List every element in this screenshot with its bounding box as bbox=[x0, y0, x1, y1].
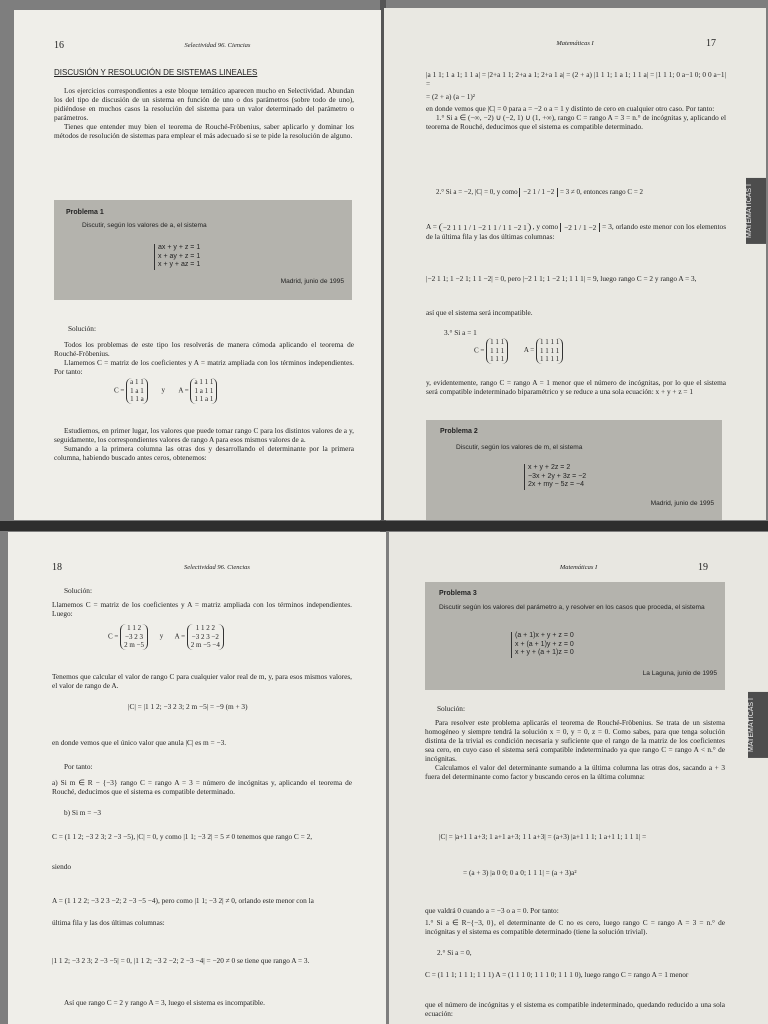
problem-box bbox=[426, 420, 722, 520]
page-number: 16 bbox=[54, 40, 64, 51]
solution-text bbox=[425, 718, 725, 781]
roots-text: que valdrá 0 cuando a = −3 o a = 0. Por tanto: bbox=[425, 906, 559, 915]
solution-intro: Llamemos C = matriz de los coeficientes y A = matriz ampliada con los términos independientes. Luego: bbox=[52, 600, 352, 618]
therefore-label: Por tanto: bbox=[64, 762, 93, 771]
page-16 bbox=[14, 10, 381, 520]
page-number: 17 bbox=[706, 38, 716, 49]
augmented-matrix bbox=[187, 624, 224, 650]
zero-value-text: en donde vemos que el único valor que anula |C| es m = −3. bbox=[52, 738, 227, 747]
matrix-label: A = bbox=[174, 632, 186, 641]
spread-divider bbox=[0, 521, 768, 531]
coefficient-matrix bbox=[486, 338, 508, 364]
equation: x + y + 2z = 2 bbox=[528, 464, 571, 471]
rank-text: Tenemos que calcular el valor de rango C para cualquier valor real de m, y, para esos mismos valores, el valor de rango de A. bbox=[52, 672, 352, 690]
minor-determinant: −2 1 / 1 −2 bbox=[560, 223, 600, 232]
matrix-label: A = bbox=[178, 386, 189, 395]
solution-paragraph: Llamemos C = matriz de los coeficientes y A = matriz ampliada con los términos independientes. Por tanto: bbox=[54, 358, 354, 376]
equation: x + y + (a + 1)z = 0 bbox=[515, 649, 574, 656]
case-2-line bbox=[436, 188, 643, 197]
problem-source: Madrid, junio de 1995 bbox=[650, 500, 714, 507]
running-head: Selectividad 96. Ciencias bbox=[184, 564, 250, 571]
equation: (a + 1)x + y + z = 0 bbox=[515, 632, 574, 639]
running-head: Matemáticas I bbox=[556, 40, 594, 47]
siendo-label: siendo bbox=[52, 862, 72, 871]
matrix-row: 1 a 1 bbox=[130, 386, 144, 395]
solution-text-2 bbox=[54, 426, 354, 462]
case-b-matrix: C = (1 1 2; −3 2 3; 2 −3 −5), |C| = 0, y como |1 1; −3 2| = 5 ≠ 0 tenemos que rango C = 2, bbox=[52, 832, 313, 841]
text: , y como bbox=[532, 222, 559, 231]
equation-system bbox=[511, 632, 574, 658]
case-2-label: 2.° Si a = 0, bbox=[437, 948, 472, 957]
equation: −3x + 2y + 3z = −2 bbox=[528, 472, 587, 480]
solution-paragraph: Todos los problemas de este tipo los resolverás de manera cómoda aplicando el teorema de Rouché-Fröbenius. bbox=[54, 340, 354, 358]
section-title: DISCUSIÓN Y RESOLUCIÓN DE SISTEMAS LINEALES bbox=[54, 68, 258, 77]
equation: x + ay + z = 1 bbox=[158, 252, 201, 260]
matrix-row: 2 m −5 −4 bbox=[190, 641, 220, 649]
problem-statement: Discutir según los valores del parámetro a, y resolver en los casos que proceda, el sistema bbox=[439, 604, 705, 611]
page-number: 19 bbox=[698, 562, 708, 573]
case-a: a) Si m ∈ R − {−3} rango C = rango A = 3 = número de incógnitas y, aplicando el teorema de Rouché, deducimos que el sistema es compatible determinado. bbox=[52, 778, 352, 796]
augmented-matrix bbox=[190, 378, 217, 404]
case-3-text: y, evidentemente, rango C = rango A = 1 menor que el número de incógnitas, por lo que el sistema será compatible indeterminado biparamétrico y se reduce a una sola ecuación: x + y + z = 1 bbox=[426, 378, 726, 396]
problem-title: Problema 1 bbox=[66, 209, 104, 216]
text: = 3 ≠ 0, entonces rango C = 2 bbox=[559, 188, 644, 196]
matrix-definitions bbox=[108, 624, 224, 650]
augmented-case-b: A = (1 1 2 2; −3 2 3 −2; 2 −3 −5 −4), pero como |1 1; −3 2| ≠ 0, orlando este menor con la bbox=[52, 896, 314, 905]
matrix-label: C = bbox=[474, 346, 485, 355]
matrix-row: −3 2 3 bbox=[125, 632, 144, 641]
case-2-conclusion: que el número de incógnitas y el sistema es compatible indeterminado, quedando reducido a una sola ecuación: bbox=[425, 1000, 725, 1018]
problem-source: La Laguna, junio de 1995 bbox=[642, 670, 717, 677]
solution-label: Solución: bbox=[68, 324, 96, 333]
matrix-row: −3 2 3 −2 bbox=[191, 632, 219, 641]
matrix-row: 1 a 1 1 bbox=[194, 386, 214, 395]
matrix-row: 1 1 1 1 bbox=[540, 355, 560, 363]
intro-paragraph: Los ejercicios correspondientes a este bloque temático aparecen mucho en Selectividad. Abundan los del tipo de discusión de un sistema en función de uno o dos parámetros (sobre todo de uno), pidiéndose en muchos casos la resolución del sistema para un valor determinado del parámetro o parámetros. bbox=[54, 86, 354, 122]
problem-title: Problema 3 bbox=[439, 590, 477, 597]
text: 2.° Si a = −2, |C| = 0, y como bbox=[436, 188, 518, 196]
matrix-row: a 1 1 1 bbox=[194, 378, 214, 386]
conjunction: y bbox=[159, 632, 164, 641]
solution-paragraph: Calculamos el valor del determinante sumando a la última columna las otras dos, sacando a + 3 fuera del determinante como factor y buscando ceros en la última columna: bbox=[425, 763, 725, 781]
running-head: Matemáticas I bbox=[559, 564, 598, 571]
case-1: 1.° Si a ∈ R−{−3, 0}, el determinante de C no es cero, luego rango C = rango A = 3 = n.° de incógnitas y el sistema es compatible determinado (tiene la solución trivial). bbox=[425, 918, 725, 936]
text-paragraph: en donde vemos que |C| = 0 para a = −2 o a = 1 y distinto de cero en cualquier otro caso. Por tanto: bbox=[426, 104, 715, 113]
case-b: b) Si m = −3 bbox=[64, 808, 102, 817]
matrix-row: 2 m −5 bbox=[124, 641, 145, 649]
matrix-definitions bbox=[114, 378, 217, 404]
solution-text bbox=[54, 340, 354, 376]
conjunction: y bbox=[161, 386, 165, 395]
matrix-label: A = bbox=[523, 346, 535, 355]
equation: x + y + az = 1 bbox=[158, 261, 201, 268]
intro-paragraph-2: Tienes que entender muy bien el teorema de Rouché-Fröbenius, saber aplicarlo y dominar los métodos de resolución de sistemas para emplear el más adecuado si se te pide la resolución de alguno. bbox=[54, 122, 354, 140]
section-tab: MATEMÁTICAS I bbox=[746, 178, 766, 244]
matrix-label: A = bbox=[426, 222, 437, 231]
determinant-step-2: = (a + 3) |a 0 0; 0 a 0; 1 1 1| = (a + 3)a² bbox=[463, 868, 577, 877]
problem-title: Problema 2 bbox=[440, 428, 478, 435]
augmented-matrix bbox=[536, 338, 563, 364]
equation: 2x + my − 5z = −4 bbox=[528, 481, 585, 488]
bordered-minors: |−2 1 1; 1 −2 1; 1 1 −2| = 0, pero |−2 1 1; 1 −2 1; 1 1 1| = 9, luego rango C = 2 y rango A = 3, bbox=[426, 274, 697, 283]
matrix-row: 1 1 1 1 bbox=[540, 346, 560, 355]
page-18 bbox=[8, 532, 386, 1024]
section-tab: MATEMÁTICAS I bbox=[748, 692, 768, 758]
conclusion: así que el sistema será incompatible. bbox=[426, 308, 533, 317]
coefficient-matrix bbox=[126, 378, 148, 404]
case-2-matrices: C = (1 1 1; 1 1 1; 1 1 1) A = (1 1 1 0; 1 1 1 0; 1 1 1 0), luego rango C = rango A = 1 menor bbox=[425, 970, 689, 979]
augmented-matrix: −2 1 1 1 / 1 −2 1 1 / 1 1 −2 1 bbox=[439, 223, 531, 232]
matrix-row: 1 1 2 2 bbox=[195, 624, 215, 632]
p17-text bbox=[426, 104, 726, 131]
page-number: 18 bbox=[52, 562, 62, 573]
page-19 bbox=[389, 532, 768, 1024]
determinant-step-1: |C| = |a+1 1 a+3; 1 a+1 a+3; 1 1 a+3| = (a+3) |a+1 1 1; 1 a+1 1; 1 1 1| = bbox=[439, 832, 647, 841]
determinant-C: |C| = |1 1 2; −3 2 3; 2 m −5| = −9 (m + 3) bbox=[128, 702, 248, 711]
incompatible-conclusion: Así que rango C = 2 y rango A = 3, luego el sistema es incompatible. bbox=[64, 998, 265, 1007]
text: = 3, orlando este menor con los elementos de la última fila y las dos últimas columnas: bbox=[426, 222, 727, 241]
bordering-text: última fila y las dos últimas columnas: bbox=[52, 918, 165, 927]
solution-paragraph: Sumando a la primera columna las otras dos y desarrollando el determinante por la primera columna, habiendo buscado antes ceros, obtenemos: bbox=[54, 444, 354, 462]
solution-label: Solución: bbox=[64, 586, 92, 595]
problem-box bbox=[54, 200, 352, 300]
problem-source: Madrid, junio de 1995 bbox=[280, 278, 344, 285]
case-2-matrix bbox=[426, 222, 726, 241]
matrix-row: 1 1 a 1 bbox=[194, 395, 214, 403]
matrix-row: 1 1 1 bbox=[490, 355, 505, 363]
equation-system bbox=[524, 464, 586, 490]
minor-determinant: −2 1 / 1 −2 bbox=[519, 188, 558, 197]
solution-paragraph: Estudiemos, en primer lugar, los valores que puede tomar rango C para los distintos valores de a y, seguidamente, los correspondientes valores de rango A para esos mismos valores de a. bbox=[54, 426, 354, 444]
solution-label: Solución: bbox=[437, 704, 465, 713]
equation: ax + y + z = 1 bbox=[158, 244, 201, 251]
equation: x + (a + 1)y + z = 0 bbox=[515, 640, 574, 648]
matrix-row: a 1 1 bbox=[130, 378, 144, 386]
running-head: Selectividad 96. Ciencias bbox=[184, 42, 251, 49]
intro-text bbox=[54, 86, 354, 140]
solution-paragraph: Para resolver este problema aplicarás el teorema de Rouché-Fröbenius. Se trata de un sistema homogéneo y siempre tendrá la solución x = 0, y = 0, z = 0. Como sabes, para que tenga solución distinta de la trivial es condición necesaria y suficiente que el rango de la matriz de los coeficientes sea cero, en cuyo caso el sistema será compatible indeterminado ya que rango C = rango A < n.° de incógnitas. bbox=[425, 718, 725, 763]
problem-statement: Discutir, según los valores de a, el sistema bbox=[82, 222, 207, 229]
determinant-expansion: |a 1 1; 1 a 1; 1 1 a| = |2+a 1 1; 2+a a 1; 2+a 1 a| = (2 + a) |1 1 1; 1 a 1; 1 1 a| = |1 1 1; 0 a−1 0; 0 0 a−1| = bbox=[426, 70, 726, 88]
matrix-label: C = bbox=[114, 386, 125, 395]
matrix-row: 1 1 1 1 bbox=[540, 338, 560, 346]
problem-box bbox=[425, 582, 725, 690]
equation-system bbox=[154, 244, 200, 270]
matrix-row: 1 1 2 bbox=[127, 624, 142, 632]
problem-statement: Discutir, según los valores de m, el sistema bbox=[456, 444, 583, 451]
determinant-result: = (2 + a) (a − 1)² bbox=[426, 92, 475, 101]
matrix-row: 1 1 1 bbox=[490, 346, 505, 355]
matrix-row: 1 1 1 bbox=[490, 338, 505, 346]
matrix-row: 1 1 a bbox=[130, 395, 144, 403]
case-3-label: 3.° Si a = 1 bbox=[444, 328, 477, 337]
case-3-matrices bbox=[474, 338, 563, 364]
coefficient-matrix bbox=[120, 624, 148, 650]
text-paragraph: 1.° Si a ∈ (−∞, −2) ∪ (−2, 1) ∪ (1, +∞), rango C = rango A = 3 = n.° de incógnitas y, aplicando el teorema de Rouché, deducimos que el sistema es compatible determinado. bbox=[426, 113, 726, 131]
page-17 bbox=[384, 8, 766, 520]
bordered-determinants: |1 1 2; −3 2 3; 2 −3 −5| = 0, |1 1 2; −3 2 −2; 2 −3 −4| = −20 ≠ 0 se tiene que rango A = 3. bbox=[52, 956, 310, 965]
matrix-label: C = bbox=[108, 632, 119, 641]
